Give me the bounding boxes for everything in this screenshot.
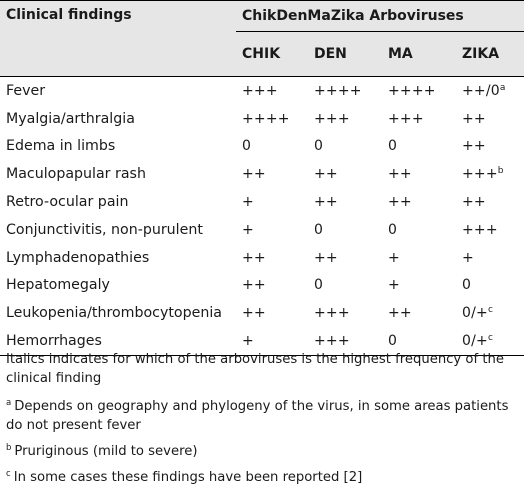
cell-finding-text: Conjunctivitis, non-purulent [6, 221, 203, 238]
cell-den [310, 77, 382, 105]
group-header-arboviruses: ChikDenMaZika Arboviruses [236, 1, 524, 32]
table-row [0, 133, 524, 161]
cell-ma [382, 160, 456, 188]
cell-den-text: ++ [314, 166, 338, 183]
cell-finding [0, 244, 236, 272]
cell-finding [0, 188, 236, 216]
cell-chik-text: 0 [242, 138, 252, 155]
cell-zika-text: +++ [462, 221, 498, 238]
cell-ma [382, 105, 456, 133]
cell-finding-text: Hemorrhages [6, 333, 102, 350]
cell-chik [236, 133, 310, 161]
table-row [0, 160, 524, 188]
note-italics: Italics indicates for which of the arboviruses is the highest frequency of the clinical finding [6, 352, 504, 386]
cell-den-text: 0 [314, 221, 324, 238]
cell-zika-text: 0 [462, 277, 472, 294]
cell-den [310, 272, 382, 300]
cell-ma-text: + [388, 249, 400, 266]
footnote-mark: a [499, 82, 506, 93]
cell-chik [236, 244, 310, 272]
cell-finding [0, 160, 236, 188]
cell-ma [382, 77, 456, 105]
cell-chik-text: + [242, 194, 254, 211]
cell-zika [456, 105, 524, 133]
cell-chik-text: ++ [242, 277, 266, 294]
table-row [0, 105, 524, 133]
cell-zika-text: ++/0 [462, 82, 500, 99]
cell-ma-text: +++ [388, 110, 424, 127]
cell-ma-text: + [388, 277, 400, 294]
note-a-mark: a [6, 398, 12, 408]
note-c-text: In some cases these findings have been reported [2] [13, 470, 363, 485]
cell-zika-text: ++ [462, 110, 486, 127]
cell-finding-text: Edema in limbs [6, 138, 116, 155]
header-row-group [0, 1, 524, 32]
cell-finding-text: Hepatomegaly [6, 277, 110, 294]
col-header-clinical-findings: Clinical findings [0, 1, 236, 77]
col-header-den: DEN [310, 32, 382, 77]
cell-chik [236, 160, 310, 188]
cell-chik [236, 299, 310, 327]
table-row [0, 77, 524, 105]
cell-ma-text: 0 [388, 138, 398, 155]
cell-zika-text: 0/+ [462, 305, 488, 322]
note-c-mark: c [6, 469, 11, 479]
col-header-chik: CHIK [236, 32, 310, 77]
table-body [0, 77, 524, 356]
cell-finding-text: Maculopapular rash [6, 166, 146, 183]
cell-ma-text: ++++ [388, 82, 436, 99]
cell-zika [456, 160, 524, 188]
cell-ma [382, 216, 456, 244]
cell-chik-text: ++ [242, 305, 266, 322]
note-a-text: Depends on geography and phylogeny of the virus, in some areas patients do not present fever [6, 399, 509, 433]
cell-chik [236, 272, 310, 300]
cell-den [310, 299, 382, 327]
note-b [6, 442, 514, 461]
table-row [0, 216, 524, 244]
cell-ma [382, 244, 456, 272]
cell-zika [456, 299, 524, 327]
table-row [0, 244, 524, 272]
table-row [0, 272, 524, 300]
cell-den [310, 216, 382, 244]
cell-chik [236, 216, 310, 244]
note-b-mark: b [6, 443, 12, 453]
cell-den-text: +++ [314, 110, 350, 127]
cell-zika-text: ++ [462, 138, 486, 155]
cell-chik-text: + [242, 333, 254, 350]
cell-ma-text: 0 [388, 333, 398, 350]
cell-den [310, 160, 382, 188]
cell-finding-text: Leukopenia/thrombocytopenia [6, 305, 222, 322]
cell-chik-text: ++ [242, 249, 266, 266]
cell-den-text: ++ [314, 249, 338, 266]
cell-den [310, 188, 382, 216]
cell-den [310, 133, 382, 161]
cell-finding-text: Fever [6, 82, 46, 99]
cell-zika-text: + [462, 249, 474, 266]
cell-ma-text: ++ [388, 194, 412, 211]
cell-chik-text: + [242, 221, 254, 238]
cell-finding [0, 299, 236, 327]
note-b-text: Pruriginous (mild to severe) [14, 444, 198, 459]
cell-finding-text: Lymphadenopathies [6, 249, 150, 266]
cell-ma [382, 299, 456, 327]
cell-den [310, 244, 382, 272]
cell-finding [0, 216, 236, 244]
note-a [6, 397, 514, 435]
cell-finding-text: Myalgia/arthralgia [6, 110, 135, 127]
cell-den-text: 0 [314, 138, 324, 155]
table-row [0, 299, 524, 327]
cell-chik-text: +++ [242, 82, 278, 99]
cell-chik [236, 105, 310, 133]
cell-ma [382, 133, 456, 161]
footnote-mark: b [497, 166, 504, 177]
cell-den-text: ++++ [314, 82, 362, 99]
cell-ma-text: 0 [388, 221, 398, 238]
cell-zika-text: ++ [462, 194, 486, 211]
cell-zika [456, 216, 524, 244]
cell-den [310, 105, 382, 133]
cell-zika [456, 272, 524, 300]
cell-zika-text: 0/+ [462, 333, 488, 350]
col-header-ma: MA [382, 32, 456, 77]
cell-chik [236, 188, 310, 216]
cell-den-text: +++ [314, 305, 350, 322]
cell-den-text: ++ [314, 194, 338, 211]
footnote-mark: c [487, 333, 494, 344]
cell-ma [382, 272, 456, 300]
cell-finding [0, 105, 236, 133]
cell-ma-text: ++ [388, 305, 412, 322]
cell-finding [0, 272, 236, 300]
cell-den-text: 0 [314, 277, 324, 294]
cell-den-text: +++ [314, 333, 350, 350]
cell-zika-text: +++ [462, 166, 498, 183]
cell-chik-text: ++ [242, 166, 266, 183]
cell-finding [0, 133, 236, 161]
cell-zika [456, 133, 524, 161]
table-row [0, 188, 524, 216]
col-header-zika: ZIKA [456, 32, 524, 77]
cell-finding-text: Retro-ocular pain [6, 194, 129, 211]
cell-finding [0, 77, 236, 105]
cell-zika [456, 188, 524, 216]
note-c [6, 468, 514, 487]
cell-ma [382, 188, 456, 216]
cell-chik [236, 77, 310, 105]
cell-zika [456, 77, 524, 105]
cell-zika [456, 244, 524, 272]
footnote-mark: c [487, 305, 494, 316]
cell-chik-text: ++++ [242, 110, 290, 127]
cell-ma-text: ++ [388, 166, 412, 183]
